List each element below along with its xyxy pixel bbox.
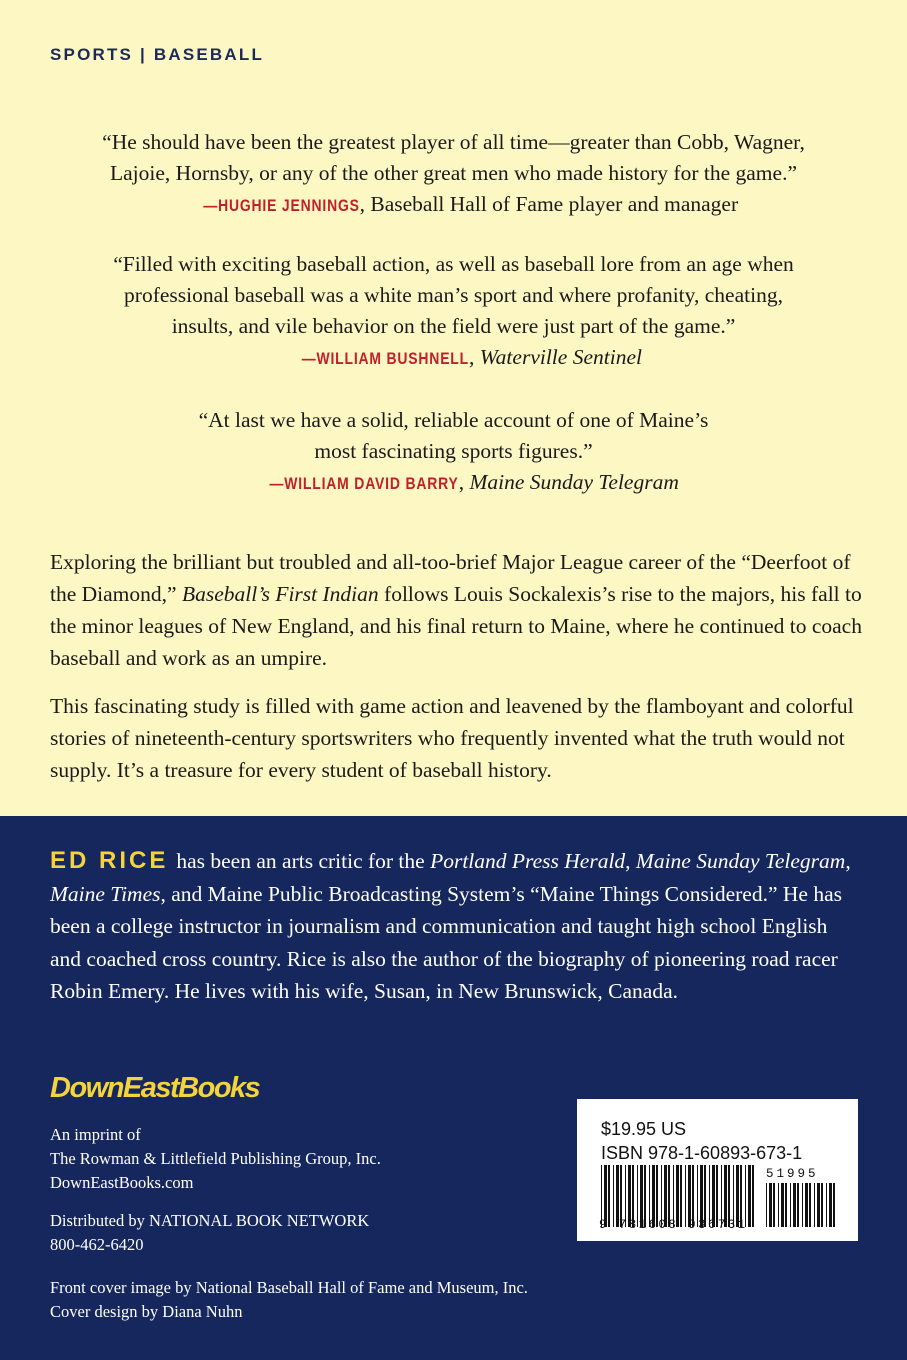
barcode-bar xyxy=(797,1183,799,1227)
bio-text: , and Maine Public Broadcasting System’s “Maine Things Considered.” He has been a college instructor in journalism and communication and taught high school English and coached cross country. Rice is also the author of the biography of pioneering road racer Robin Emery. He lives with his wife, Susan, in New Brunswick, Canada. xyxy=(50,881,842,1003)
barcode-bar xyxy=(781,1183,784,1227)
barcode-digits: 9 781608 936731 xyxy=(599,1218,748,1232)
description-paragraph-2: This fascinating study is filled with game action and leavened by the flamboyant and colorful stories of nineteenth-century sportswriters who frequently invented what the truth would not supply. It’s a treasure for every student of baseball history. xyxy=(50,694,854,782)
barcode-bar xyxy=(826,1183,827,1227)
attribution-sep: , xyxy=(469,345,480,369)
quote-line: “He should have been the greatest player of all time—greater than Cobb, Wagner, xyxy=(102,130,805,154)
barcode-bar xyxy=(752,1165,754,1227)
description-text: Exploring the brilliant but troubled and all-too-brief Major League career of the “Deerfoot of the Diamond,” xyxy=(50,550,851,606)
bio-text: , xyxy=(845,849,851,873)
barcode-box xyxy=(577,1099,858,1241)
barcode-bar xyxy=(833,1183,835,1227)
barcode-bar xyxy=(805,1183,808,1227)
barcode-bar xyxy=(748,1165,751,1227)
distribution-info xyxy=(50,1209,550,1257)
quote-line: insults, and vile behavior on the field were just part of the game.” xyxy=(171,314,736,338)
author-bio xyxy=(50,845,860,1008)
book-title: Baseball’s First Indian xyxy=(181,582,379,606)
barcode-bar xyxy=(829,1183,832,1227)
barcode-bar xyxy=(769,1183,772,1227)
blurb-quote-1 xyxy=(40,127,867,221)
bio-publication: Maine Sunday Telegram xyxy=(635,849,846,873)
imprint-line: An imprint of xyxy=(50,1125,141,1144)
barcode-bar xyxy=(766,1183,767,1227)
credit-line: Cover design by Diana Nuhn xyxy=(50,1302,243,1321)
attribution-role: , Baseball Hall of Fame player and manager xyxy=(359,192,739,216)
bio-publication: Portland Press Herald xyxy=(430,849,626,873)
distributor-line: Distributed by NATIONAL BOOK NETWORK xyxy=(50,1211,370,1230)
quote-line: most fascinating sports figures.” xyxy=(314,439,593,463)
quote-line: “Filled with exciting baseball action, as well as baseball lore from an age when xyxy=(113,252,794,276)
barcode-bar xyxy=(809,1183,811,1227)
bio-publication: Maine Times xyxy=(50,881,161,906)
attribution-publication: Waterville Sentinel xyxy=(479,345,642,369)
attribution-name: —HUGHIE JENNINGS xyxy=(203,196,360,215)
barcode-bar xyxy=(790,1183,791,1227)
bio-text: , xyxy=(625,849,636,873)
bio-text: has been an arts critic for the xyxy=(176,849,431,873)
barcode-addon-digits: 51995 xyxy=(766,1167,819,1181)
barcode-bar xyxy=(773,1183,775,1227)
publisher-website: DownEastBooks.com xyxy=(50,1173,194,1192)
barcode-bar xyxy=(817,1183,820,1227)
attribution-name: —WILLIAM DAVID BARRY xyxy=(269,474,459,493)
category-label: SPORTS | BASEBALL xyxy=(50,45,265,64)
barcode-bar xyxy=(802,1183,803,1227)
quote-attribution xyxy=(40,342,867,374)
attribution-publication: Maine Sunday Telegram xyxy=(469,470,679,494)
barcode-bar xyxy=(814,1183,815,1227)
blurb-quote-2 xyxy=(40,249,867,374)
description-text: follows Louis Sockalexis’s rise to the majors, his fall to the minor leagues of New England, and his final return to Maine, where he continued to coach baseball and work as an umpire. xyxy=(50,582,862,670)
quote-line: professional baseball was a white man’s sport and where profanity, cheating, xyxy=(124,283,783,307)
barcode-bar xyxy=(785,1183,787,1227)
author-name: ED RICE xyxy=(50,847,169,874)
quote-attribution xyxy=(40,467,867,499)
barcode-bar xyxy=(778,1183,779,1227)
publisher-logo: DownEastBooks xyxy=(50,1072,260,1104)
credit-line: Front cover image by National Baseball Hall of Fame and Museum, Inc. xyxy=(50,1278,528,1297)
attribution-sep: , xyxy=(458,470,470,494)
cover-credits xyxy=(50,1276,650,1324)
imprint-info xyxy=(50,1123,550,1195)
attribution-name: —WILLIAM BUSHNELL xyxy=(301,349,469,368)
imprint-line: The Rowman & Littlefield Publishing Group, Inc. xyxy=(50,1149,381,1168)
blurb-quote-3 xyxy=(40,405,867,499)
description-paragraph-1 xyxy=(50,546,870,674)
barcode-bar xyxy=(793,1183,796,1227)
price-label: $19.95 US xyxy=(601,1119,687,1139)
quote-line: Lajoie, Hornsby, or any of the other great men who made history for the game.” xyxy=(110,161,797,185)
quote-line: “At last we have a solid, reliable account of one of Maine’s xyxy=(198,408,709,432)
isbn-label: ISBN 978-1-60893-673-1 xyxy=(601,1143,803,1163)
quote-attribution xyxy=(40,189,867,221)
distributor-phone: 800-462-6420 xyxy=(50,1235,144,1254)
barcode-bar xyxy=(821,1183,823,1227)
